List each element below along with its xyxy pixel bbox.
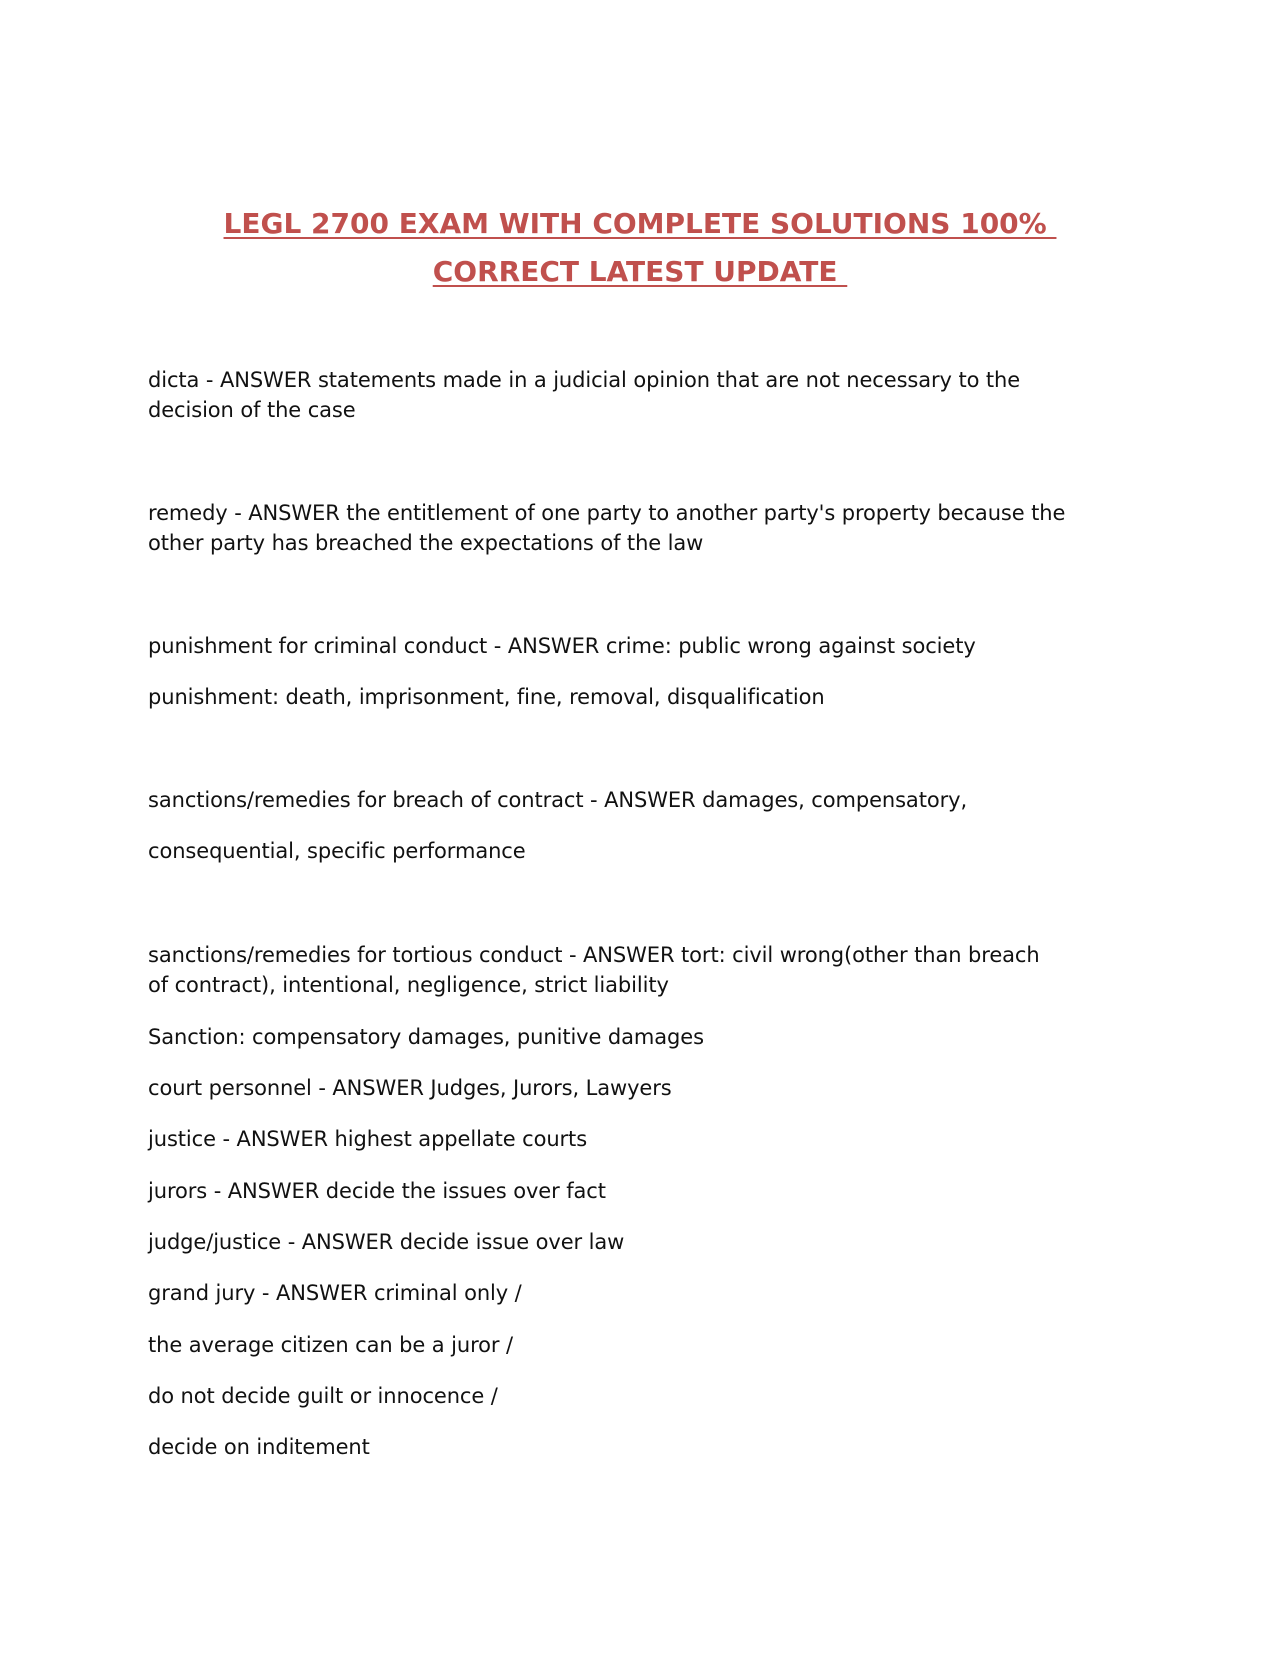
text-line-justice: justice - ANSWER highest appellate courts <box>148 1127 588 1151</box>
text-line-dicta-cont: decision of the case <box>148 398 356 422</box>
text-line-judge-justice: judge/justice - ANSWER decide issue over law <box>148 1230 625 1254</box>
text-line-remedy: remedy - ANSWER the entitlement of one party to another party's property because the <box>148 501 1066 525</box>
document-title <box>0 200 1280 296</box>
text-line-remedy-cont: other party has breached the expectations of the law <box>148 531 704 555</box>
text-line-tortious-cont: of contract), intentional, negligence, strict liability <box>148 973 669 997</box>
text-line-jurors: jurors - ANSWER decide the issues over fact <box>148 1179 606 1203</box>
text-line-breach-contract-cont: consequential, specific performance <box>148 839 526 863</box>
text-line-tortious: sanctions/remedies for tortious conduct - ANSWER tort: civil wrong(other than breach <box>148 943 1040 967</box>
text-line-dicta: dicta - ANSWER statements made in a judicial opinion that are not necessary to the <box>148 368 1021 392</box>
title-line-1: LEGL 2700 EXAM WITH COMPLETE SOLUTIONS 100% <box>223 207 1057 240</box>
text-line-inditement: decide on inditement <box>148 1435 370 1459</box>
text-line-court-personnel: court personnel - ANSWER Judges, Jurors, Lawyers <box>148 1076 672 1100</box>
text-line-grand-jury: grand jury - ANSWER criminal only / <box>148 1281 522 1305</box>
text-line-guilt-innocence: do not decide guilt or innocence / <box>148 1384 498 1408</box>
text-line-punishment-list: punishment: death, imprisonment, fine, removal, disqualification <box>148 685 825 709</box>
title-line-2: CORRECT LATEST UPDATE <box>432 255 848 288</box>
text-line-sanction: Sanction: compensatory damages, punitive damages <box>148 1025 704 1049</box>
text-line-average-citizen: the average citizen can be a juror / <box>148 1333 513 1357</box>
text-line-breach-contract: sanctions/remedies for breach of contract - ANSWER damages, compensatory, <box>148 788 968 812</box>
text-line-punishment-criminal: punishment for criminal conduct - ANSWER crime: public wrong against society <box>148 634 976 658</box>
